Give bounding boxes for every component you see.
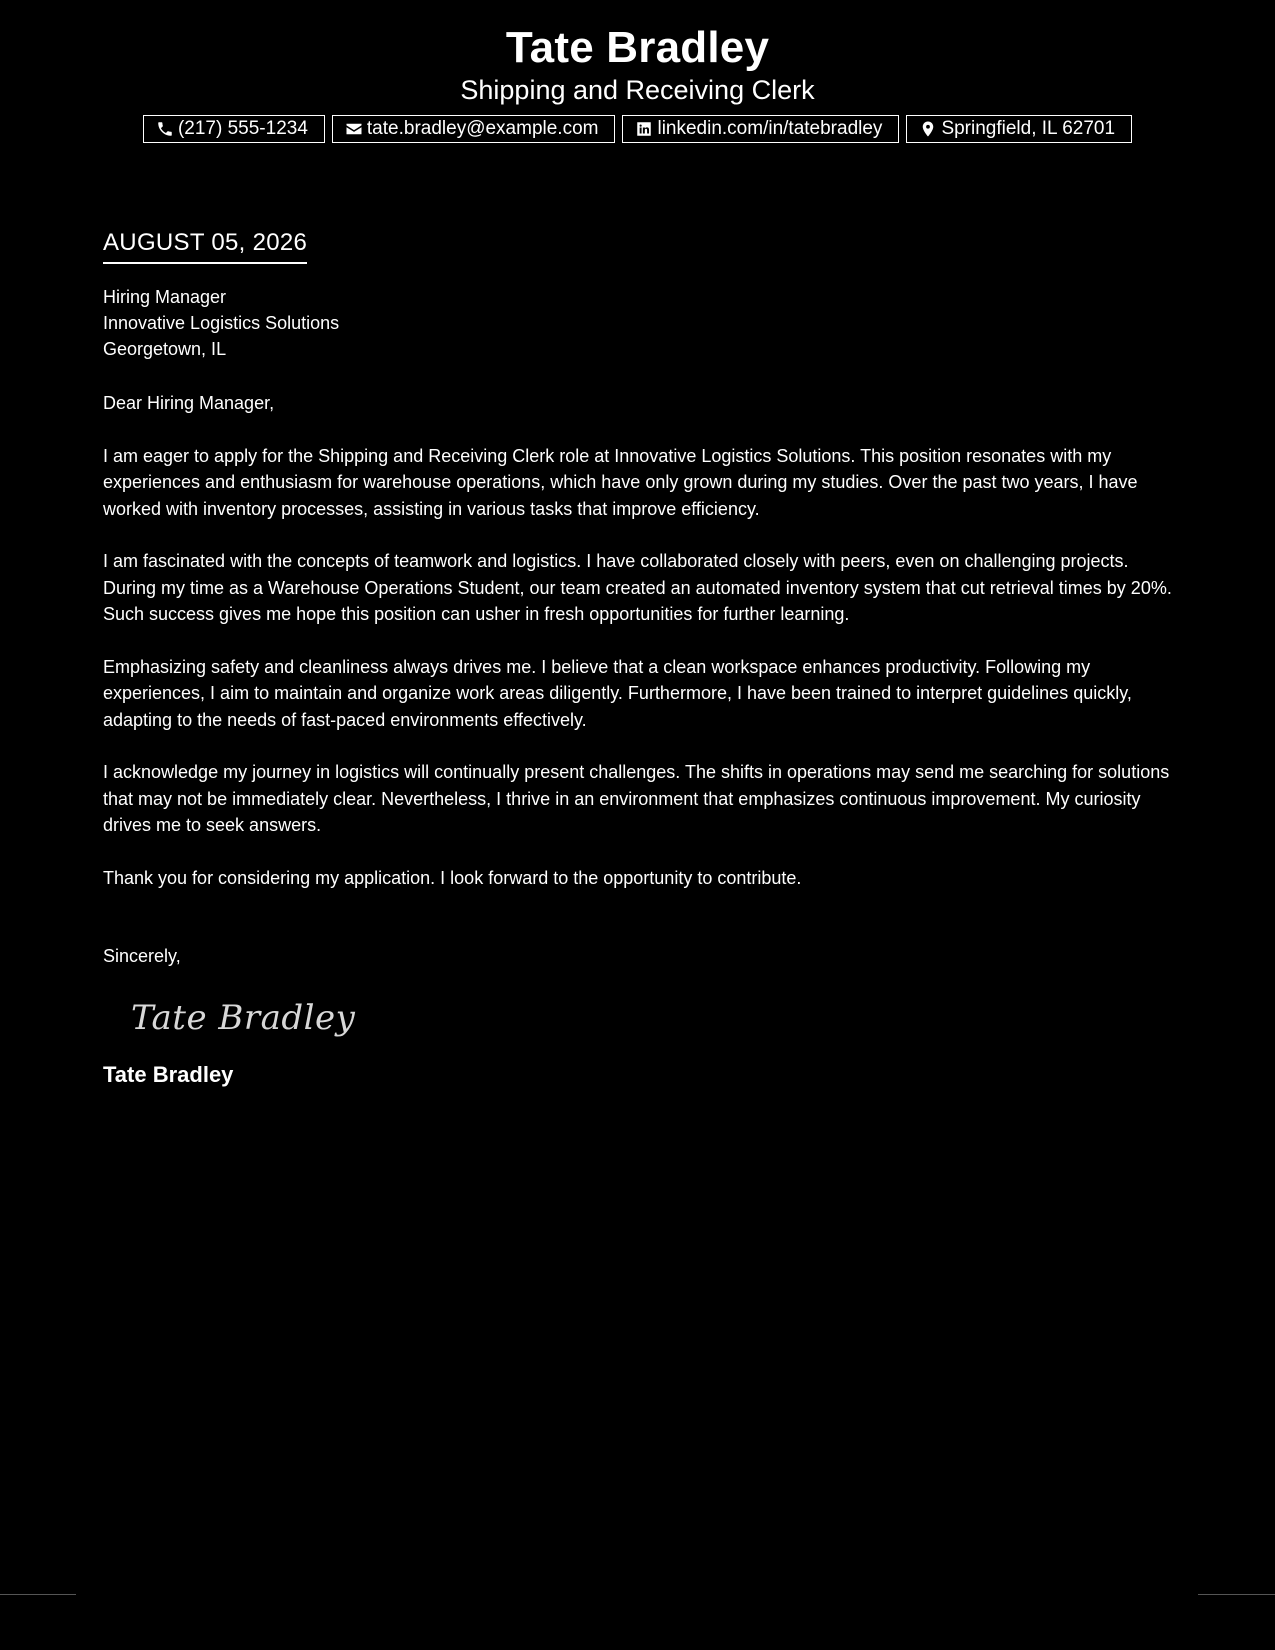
recipient-line: Hiring Manager xyxy=(103,287,227,307)
letter-body xyxy=(103,226,1183,1088)
body-paragraph: I acknowledge my journey in logistics will continually present challenges. The shifts in operations may send me searching for solutions that may not be immediately clear. Nevertheless, I thrive in an environment that emphasizes continuous improvement. My curiosity drives me to seek answers. xyxy=(103,762,1170,835)
applicant-name: Tate Bradley xyxy=(505,23,770,72)
greeting: Dear Hiring Manager, xyxy=(103,393,275,413)
email-text: tate.bradley@example.com xyxy=(366,118,599,139)
envelope-icon xyxy=(345,120,363,138)
contact-linkedin[interactable] xyxy=(622,115,899,143)
recipient-line: Innovative Logistics Solutions xyxy=(103,313,340,333)
contact-phone[interactable] xyxy=(143,115,325,143)
body-paragraph: I am fascinated with the concepts of teamwork and logistics. I have collaborated closely with peers, even on challenging projects. During my time as a Warehouse Operations Student, our team created an automated inventory system that cut retrieval times by 20%. Such success gives me hope this position can usher in fresh opportunities for further learning. xyxy=(103,551,1172,624)
body-paragraph: Thank you for considering my application. I look forward to the opportunity to contribute. xyxy=(103,867,802,888)
contact-location[interactable] xyxy=(906,115,1132,143)
phone-text: (217) 555-1234 xyxy=(177,118,308,139)
handwritten-signature: Tate Bradley xyxy=(131,997,356,1038)
job-title: Shipping and Receiving Clerk xyxy=(460,75,815,105)
footer-divider-right xyxy=(1198,1594,1275,1595)
location-text: Springfield, IL 62701 xyxy=(941,118,1116,139)
contact-bar xyxy=(0,115,1275,143)
body-paragraph: Emphasizing safety and cleanliness always drives me. I believe that a clean workspace enhances productivity. Following my experiences, I aim to maintain and organize work areas diligently. Furthermore, I have been trained to interpret guidelines quickly, adapting to the needs of fast-paced environments effectively. xyxy=(103,656,1132,730)
contact-email[interactable] xyxy=(332,115,616,143)
recipient-block xyxy=(103,284,1183,362)
letter-date: AUGUST 05, 2026 xyxy=(103,226,307,264)
closing: Sincerely, xyxy=(103,946,181,966)
letter-header xyxy=(0,22,1275,143)
linkedin-text: linkedin.com/in/tatebradley xyxy=(657,118,883,139)
footer-divider-left xyxy=(0,1594,76,1595)
phone-icon xyxy=(156,120,174,138)
signer-name: Tate Bradley xyxy=(103,1061,234,1087)
body-paragraph: I am eager to apply for the Shipping and Receiving Clerk role at Innovative Logistics Solutions. This position resonates with my experiences and enthusiasm for warehouse operations, which have only grown during my studies. Over the past two years, I have worked with inventory processes, assisting in various tasks that improve efficiency. xyxy=(103,445,1138,519)
map-pin-icon xyxy=(919,120,937,138)
recipient-line: Georgetown, IL xyxy=(103,339,227,359)
linkedin-icon xyxy=(635,120,653,138)
